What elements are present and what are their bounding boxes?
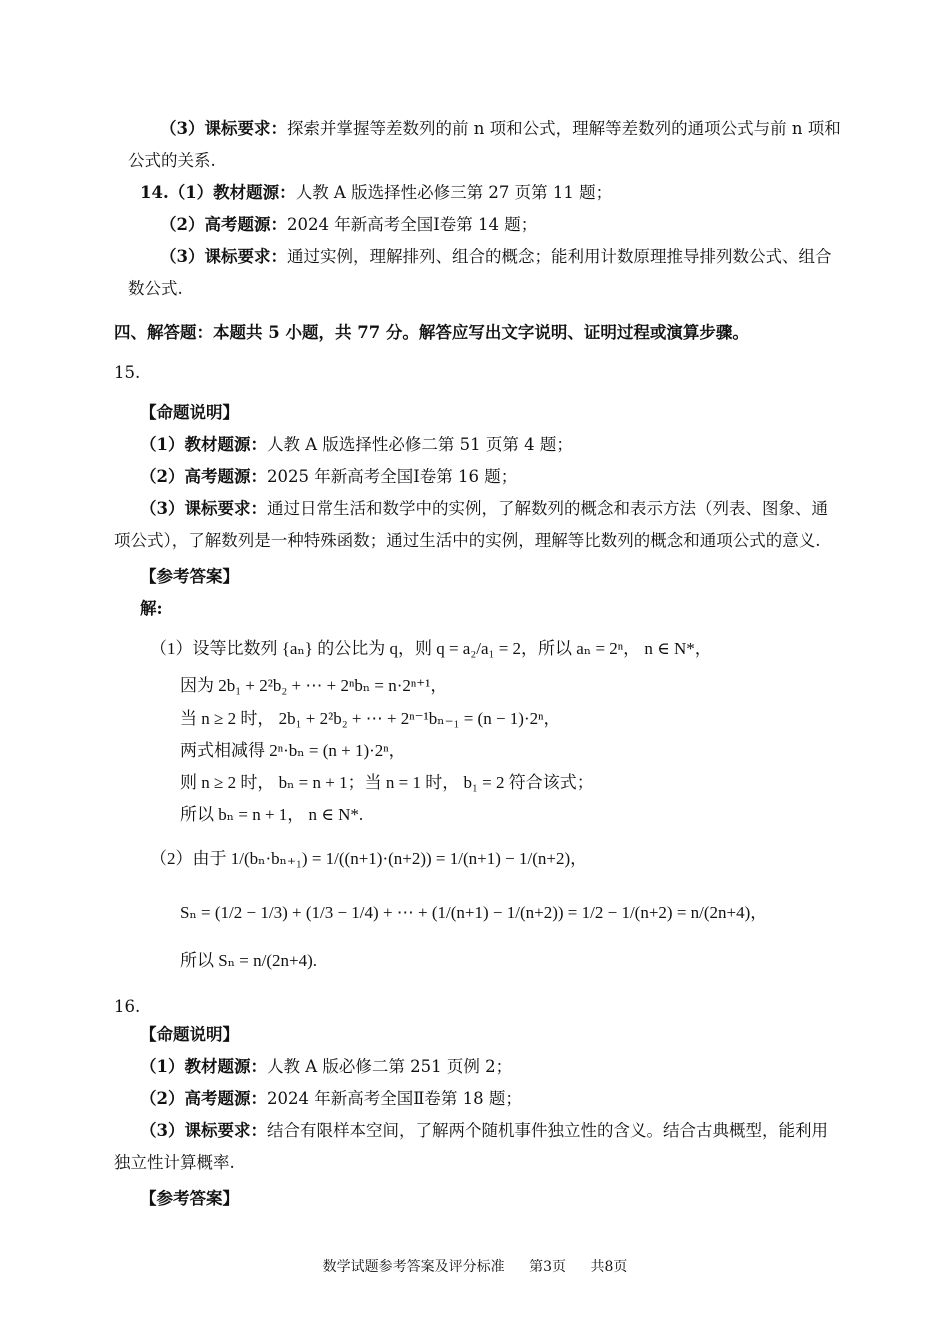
- text: 人教 A 版选择性必修三第 27 页第 11 题；: [295, 183, 613, 202]
- label-exam-source: （2）高考题源：: [140, 1089, 267, 1108]
- line-6: 数公式.: [128, 279, 183, 298]
- label-textbook-source: （1）教材题源：: [140, 435, 267, 454]
- label-course-standard: （3）课标要求：: [140, 1121, 267, 1140]
- heading-reference-answer: 【参考答案】: [140, 567, 239, 586]
- label-textbook-source: 14.（1）教材题源：: [140, 183, 296, 202]
- math-line-8: Sₙ = (1/2 − 1/3) + (1/3 − 1/4) + ⋯ + (1/(n+1) − 1/(n+2)) = 1/2 − 1/(n+2) = n/(2n+4)，: [180, 903, 768, 922]
- line-5: [160, 246, 831, 268]
- line-4: [160, 214, 537, 236]
- math-line-3: 当 n ≥ 2 时， 2b₁ + 2²b₂ + ⋯ + 2ⁿ⁻¹bₙ₋₁ = (n − 1)·2ⁿ，: [180, 709, 561, 728]
- text: 2025 年新高考全国Ⅰ卷第 16 题；: [266, 467, 518, 486]
- line-18: [140, 1056, 512, 1078]
- line-12: [140, 498, 828, 520]
- math-line-6: 所以 bₙ = n + 1， n ∈ N*.: [180, 805, 364, 824]
- page-footer: [0, 1256, 950, 1276]
- line-11: [140, 466, 517, 488]
- heading-design-notes-16: 【命题说明】: [140, 1025, 239, 1044]
- math-line-1: （1）设等比数列 {aₙ} 的公比为 q，则 q = a₂/a₁ = 2，所以 aₙ = 2ⁿ， n ∈ N*，: [150, 639, 712, 658]
- line-13: 项公式），了解数列是一种特殊函数；通过生活中的实例，理解等比数列的概念和通项公式的意义.: [114, 531, 821, 550]
- text: 通过实例，理解排列、组合的概念；能利用计数原理推导排列数公式、组合: [286, 247, 832, 266]
- text: 人教 A 版必修二第 251 页例 2；: [266, 1057, 513, 1076]
- section-heading: 四、解答题：本题共 5 小题，共 77 分。解答应写出文字说明、证明过程或演算步骤。: [114, 323, 749, 342]
- line-21: 独立性计算概率.: [114, 1153, 235, 1172]
- label-textbook-source: （1）教材题源：: [140, 1057, 267, 1076]
- label-exam-source: （2）高考题源：: [160, 215, 287, 234]
- heading-design-notes: 【命题说明】: [140, 403, 239, 422]
- line-20: [140, 1120, 828, 1142]
- math-line-9: 所以 Sₙ = n/(2n+4).: [180, 951, 318, 970]
- text: 2024 年新高考全国Ⅱ卷第 18 题；: [266, 1089, 522, 1108]
- text: 结合有限样本空间，了解两个随机事件独立性的含义。结合古典概型，能利用: [266, 1121, 828, 1140]
- text: 通过日常生活和数学中的实例，了解数列的概念和表示方法（列表、图象、通: [266, 499, 828, 518]
- footer-title: 数学试题参考答案及评分标准: [322, 1259, 505, 1275]
- line-19: [140, 1088, 522, 1110]
- line-10: [140, 434, 573, 456]
- line-2: 公式的关系.: [128, 151, 216, 170]
- solution-label: 解:: [140, 599, 163, 618]
- footer-total: 共8页: [590, 1259, 628, 1275]
- question-number-15: 15.: [114, 363, 141, 382]
- math-line-5: 则 n ≥ 2 时， bₙ = n + 1；当 n = 1 时， b₁ = 2 符合该式；: [180, 773, 594, 792]
- text: 人教 A 版选择性必修二第 51 页第 4 题；: [266, 435, 573, 454]
- line-1: [160, 118, 841, 140]
- text: 探索并掌握等差数列的前 n 项和公式，理解等差数列的通项公式与前 n 项和: [286, 119, 841, 138]
- question-number-16: 16.: [114, 997, 141, 1016]
- label-course-standard: （3）课标要求：: [140, 499, 267, 518]
- math-line-2: 因为 2b₁ + 2²b₂ + ⋯ + 2ⁿbₙ = n·2ⁿ⁺¹，: [180, 676, 448, 695]
- label-course-standard: （3）课标要求：: [160, 119, 287, 138]
- label-exam-source: （2）高考题源：: [140, 467, 267, 486]
- math-line-4: 两式相减得 2ⁿ·bₙ = (n + 1)·2ⁿ，: [180, 741, 406, 760]
- math-line-7: （2）由于 1/(bₙ·bₙ₊₁) = 1/((n+1)·(n+2)) = 1/(n+1) − 1/(n+2)，: [150, 849, 588, 868]
- text: 2024 年新高考全国Ⅰ卷第 14 题；: [286, 215, 538, 234]
- heading-reference-answer-16: 【参考答案】: [140, 1189, 239, 1208]
- line-3: [140, 182, 612, 204]
- footer-page: 第3页: [529, 1259, 566, 1275]
- label-course-standard: （3）课标要求：: [160, 247, 287, 266]
